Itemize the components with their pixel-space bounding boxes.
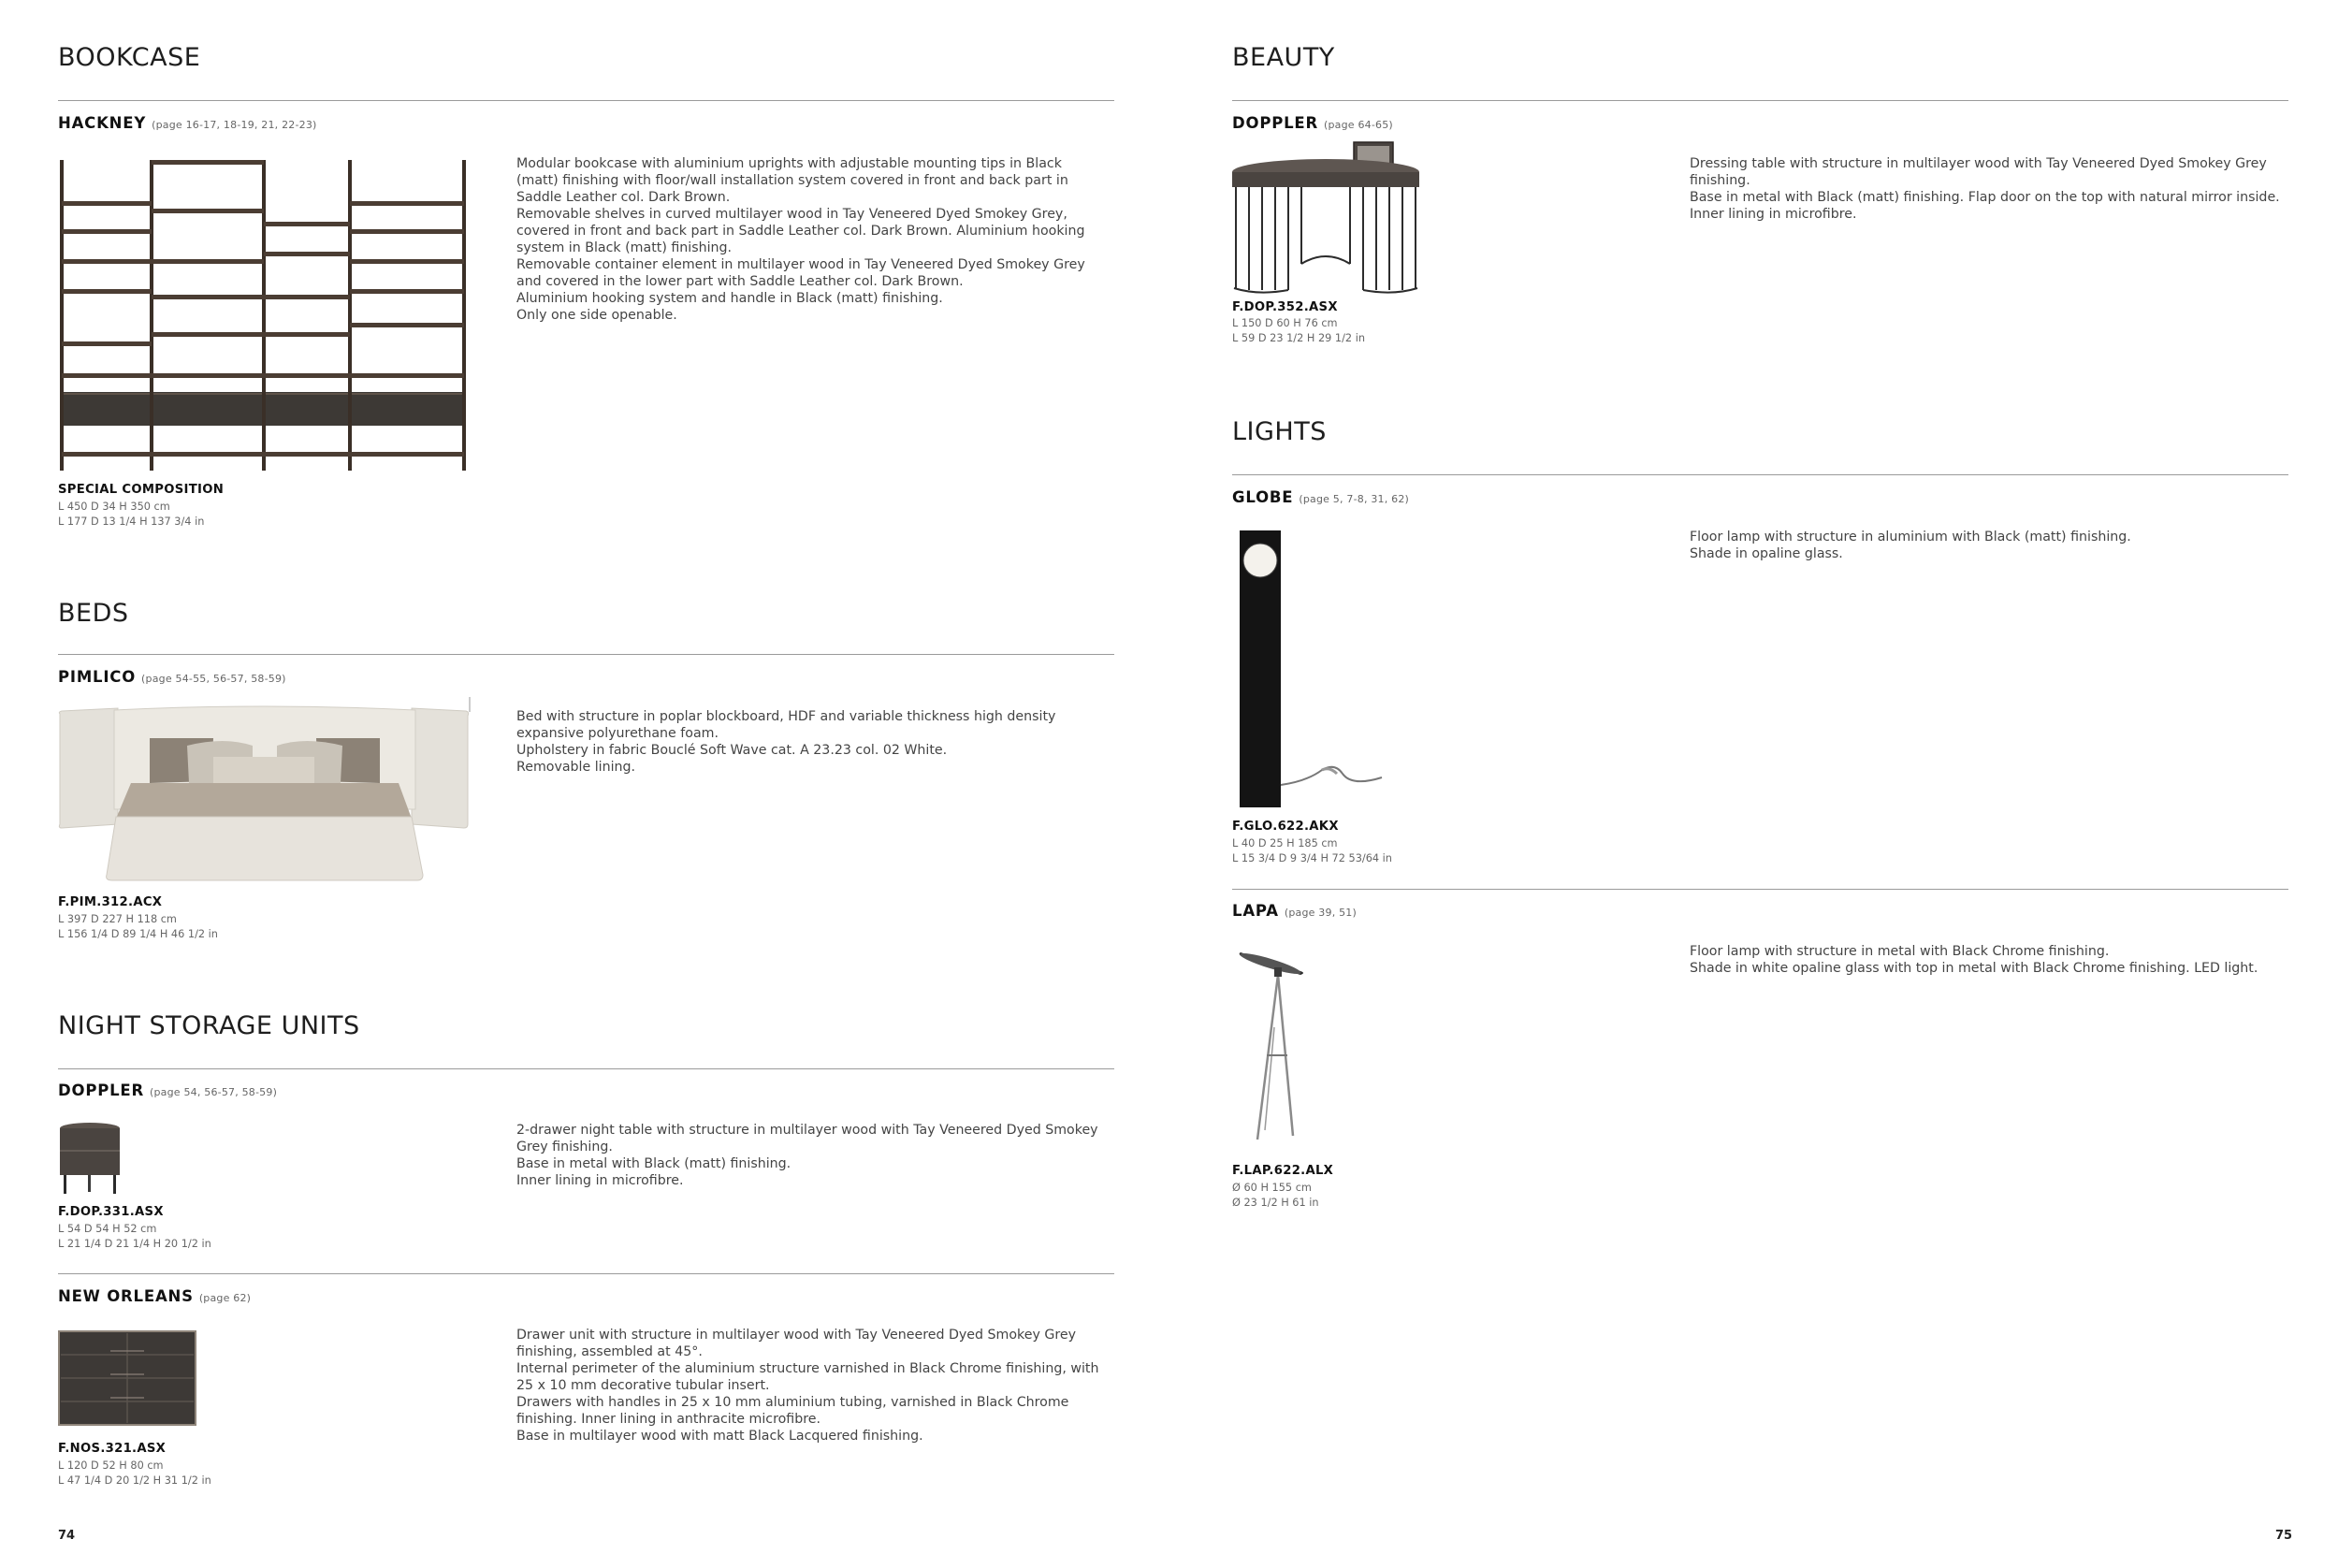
- description-line: Modular bookcase with aluminium uprights with adjustable mounting tips in Black (matt) finishing with floor/wall installation system covered in front and back part in Saddle Leather col. Dark Brown.: [516, 156, 1068, 205]
- hackney-description: [516, 155, 1101, 324]
- product-code: F.LAP.622.ALX: [1232, 1164, 1334, 1178]
- product-name-hackney: [58, 114, 317, 132]
- page-reference: (page 54, 56-57, 58-59): [150, 1086, 278, 1098]
- product-code: SPECIAL COMPOSITION: [58, 483, 225, 497]
- description-line: Shade in opaline glass.: [1690, 546, 1843, 561]
- page-reference: (page 16-17, 18-19, 21, 22-23): [152, 119, 317, 131]
- section-divider: [1232, 474, 2288, 475]
- description-line: 2-drawer night table with structure in multilayer wood with Tay Veneered Dyed Smokey Grey finishing.: [516, 1123, 1098, 1154]
- product-title: LAPA: [1232, 902, 1279, 920]
- page-number: 74: [58, 1529, 76, 1543]
- product-name-new-orleans: [58, 1287, 251, 1305]
- product-name-globe: [1232, 488, 1409, 506]
- section-divider: [58, 1273, 1114, 1274]
- description-line: Base in metal with Black (matt) finishing.: [516, 1156, 791, 1171]
- description-line: Drawer unit with structure in multilayer wood with Tay Veneered Dyed Smokey Grey finishing, assembled at 45°.: [516, 1328, 1077, 1359]
- dimensions-in: L 59 D 23 1/2 H 29 1/2 in: [1232, 332, 1365, 344]
- description-line: Removable lining.: [516, 760, 636, 775]
- page-reference: (page 39, 51): [1284, 907, 1357, 919]
- dimensions-in: L 21 1/4 D 21 1/4 H 20 1/2 in: [58, 1238, 211, 1250]
- globe-floor-lamp-image: [1232, 529, 1391, 809]
- product-title: PIMLICO: [58, 668, 137, 686]
- dimensions-cm: L 40 D 25 H 185 cm: [1232, 837, 1338, 849]
- section-divider: [58, 1068, 1114, 1069]
- lapa-floor-lamp-image: [1237, 943, 1330, 1151]
- dimensions-in: Ø 23 1/2 H 61 in: [1232, 1197, 1319, 1209]
- description-line: Removable shelves in curved multilayer wood in Tay Veneered Dyed Smokey Grey, covered in front and back part in Saddle Leather col. Dark Brown. Aluminium hooking system in Black (matt) finishing.: [516, 207, 1085, 255]
- product-title: DOPPLER: [1232, 114, 1318, 132]
- section-divider: [1232, 100, 2288, 101]
- product-code: F.DOP.331.ASX: [58, 1205, 164, 1219]
- description-line: Dressing table with structure in multilayer wood with Tay Veneered Dyed Smokey Grey finishing.: [1690, 156, 2267, 188]
- product-title: HACKNEY: [58, 114, 147, 132]
- dimensions-in: L 15 3/4 D 9 3/4 H 72 53/64 in: [1232, 852, 1392, 864]
- page-number: 75: [2275, 1529, 2293, 1543]
- description-line: Only one side openable.: [516, 308, 677, 323]
- dimensions-cm: Ø 60 H 155 cm: [1232, 1182, 1312, 1194]
- section-title-beauty: BEAUTY: [1232, 43, 1335, 72]
- section-title-night-storage: NIGHT STORAGE UNITS: [58, 1011, 360, 1040]
- description-line: Inner lining in microfibre.: [516, 1173, 684, 1188]
- page-reference: (page 62): [198, 1292, 252, 1304]
- doppler-night-table-image: [58, 1121, 122, 1196]
- section-divider: [1232, 889, 2288, 890]
- description-line: Upholstery in fabric Bouclé Soft Wave cat. A 23.23 col. 02 White.: [516, 743, 948, 758]
- product-title: NEW ORLEANS: [58, 1287, 194, 1305]
- product-code: F.GLO.622.AKX: [1232, 820, 1339, 834]
- product-title: DOPPLER: [58, 1082, 144, 1099]
- description-line: Base in multilayer wood with matt Black Lacquered finishing.: [516, 1429, 923, 1444]
- product-name-doppler-night: [58, 1082, 277, 1099]
- description-line: Shade in white opaline glass with top in metal with Black Chrome finishing. LED light.: [1690, 961, 2258, 976]
- dimensions-cm: L 450 D 34 H 350 cm: [58, 501, 170, 513]
- description-line: Drawers with handles in 25 x 10 mm aluminium tubing, varnished in Black Chrome finishing. Inner lining in anthracite microfibre.: [516, 1395, 1069, 1427]
- description-line: Floor lamp with structure in metal with Black Chrome finishing.: [1690, 944, 2110, 959]
- pimlico-description: [516, 708, 1101, 776]
- lapa-description: [1690, 943, 2298, 977]
- product-code: F.PIM.312.ACX: [58, 895, 163, 909]
- section-divider: [58, 654, 1114, 655]
- new-orleans-description: [516, 1327, 1101, 1445]
- dimensions-in: L 156 1/4 D 89 1/4 H 46 1/2 in: [58, 928, 218, 940]
- page-reference: (page 54-55, 56-57, 58-59): [141, 673, 286, 685]
- description-line: Base in metal with Black (matt) finishing. Flap door on the top with natural mirror inside.: [1690, 190, 2280, 205]
- section-title-lights: LIGHTS: [1232, 417, 1327, 446]
- doppler-dressing-table-image: [1230, 140, 1422, 295]
- page-reference: (page 5, 7-8, 31, 62): [1299, 493, 1410, 505]
- section-title-beds: BEDS: [58, 599, 129, 628]
- description-line: Removable container element in multilayer wood in Tay Veneered Dyed Smokey Grey and covered in the lower part with Saddle Leather col. Dark Brown.: [516, 257, 1085, 289]
- product-name-lapa: [1232, 902, 1357, 920]
- description-line: Floor lamp with structure in aluminium with Black (matt) finishing.: [1690, 530, 2131, 544]
- description-line: Internal perimeter of the aluminium structure varnished in Black Chrome finishing, with 25 x 10 mm decorative tubular insert.: [516, 1361, 1099, 1393]
- globe-description: [1690, 529, 2298, 562]
- dimensions-in: L 177 D 13 1/4 H 137 3/4 in: [58, 515, 205, 528]
- pimlico-bed-image: [56, 697, 472, 884]
- dimensions-cm: L 120 D 52 H 80 cm: [58, 1459, 164, 1472]
- doppler-beauty-description: [1690, 155, 2298, 223]
- doppler-night-description: [516, 1122, 1101, 1189]
- product-name-pimlico: [58, 668, 286, 686]
- dimensions-cm: L 54 D 54 H 52 cm: [58, 1223, 157, 1235]
- description-line: Bed with structure in poplar blockboard, HDF and variable thickness high density expansive polyurethane foam.: [516, 709, 1056, 741]
- product-name-doppler-beauty: [1232, 114, 1393, 132]
- dimensions-cm: L 150 D 60 H 76 cm: [1232, 317, 1338, 329]
- section-divider: [58, 100, 1114, 101]
- description-line: Inner lining in microfibre.: [1690, 207, 1857, 222]
- product-code: F.DOP.352.ASX: [1232, 300, 1338, 314]
- dimensions-cm: L 397 D 227 H 118 cm: [58, 913, 177, 925]
- hackney-bookcase-image: [58, 154, 468, 472]
- product-title: GLOBE: [1232, 488, 1294, 506]
- product-code: F.NOS.321.ASX: [58, 1442, 167, 1456]
- page-reference: (page 64-65): [1324, 119, 1393, 131]
- section-title-bookcase: BOOKCASE: [58, 43, 201, 72]
- description-line: Aluminium hooking system and handle in Black (matt) finishing.: [516, 291, 943, 306]
- new-orleans-drawer-unit-image: [58, 1330, 196, 1428]
- dimensions-in: L 47 1/4 D 20 1/2 H 31 1/2 in: [58, 1474, 211, 1487]
- right-page: [1169, 0, 2338, 1568]
